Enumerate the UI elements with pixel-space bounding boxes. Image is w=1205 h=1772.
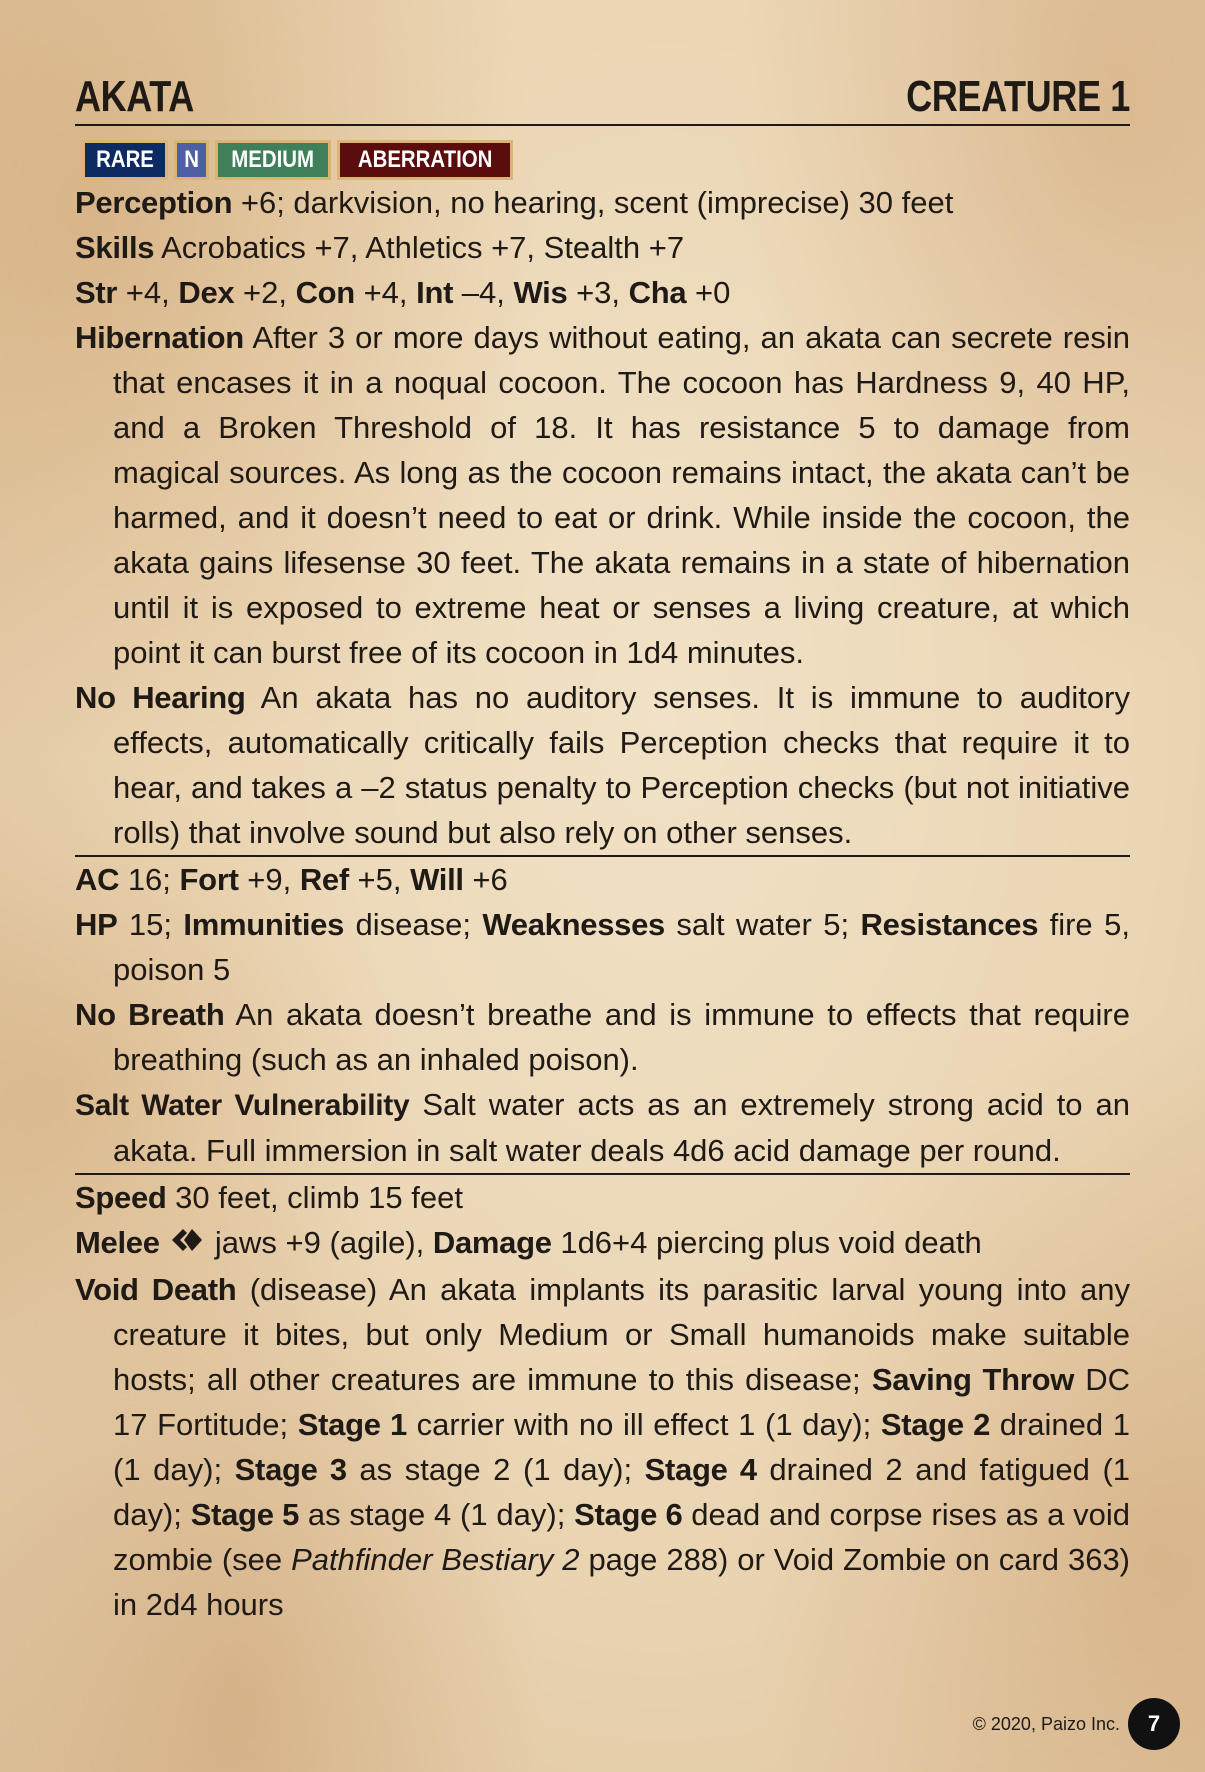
creature-name: AKATA — [75, 72, 194, 121]
speed-line: Speed 30 feet, climb 15 feet — [75, 1180, 463, 1215]
title-bar — [75, 68, 1130, 126]
ability-scores-line: Str +4, Dex +2, Con +4, Int –4, Wis +3, Cha +0 — [75, 275, 731, 310]
hp-line: HP 15; Immunities disease; Weaknesses salt water 5; Resistances fire 5, poison 5 — [75, 907, 1130, 987]
no-breath-ability: No Breath An akata doesn’t breathe and is immune to effects that require breathing (such as an inhaled poison). — [75, 997, 1130, 1077]
page-footer — [973, 1698, 1180, 1750]
void-death-ability: Void Death (disease) An akata implants its parasitic larval young into any creature it bites, but only Medium or Small humanoids make suitable hosts; all other creatures are immune to this disease; Saving Throw DC 17 Fortitude; Stage 1 carrier with no ill effect 1 (1 day); Stage 2 drained 1 (1 day); Stage 3 as stage 2 (1 day); Stage 4 drained 2 and fatigued (1 day); Stage 5 as stage 4 (1 day); Stage 6 dead and corpse rises as a void zombie (see Pathfinder Bestiary 2 page 288) or Void Zombie on card 363) in 2d4 hours — [75, 1272, 1131, 1622]
skills-line: Skills Acrobatics +7, Athletics +7, Stealth +7 — [75, 230, 685, 265]
trait-size: MEDIUM — [215, 140, 330, 180]
hibernation-ability: Hibernation After 3 or more days without eating, an akata can secrete resin that encases it in a noqual cocoon. The cocoon has Hardness 9, 40 HP, and a Broken Threshold of 18. It has resistance 5 to damage from magical sources. As long as the cocoon remains intact, the akata can’t be harmed, and it doesn’t need to eat or drink. While inside the cocoon, the akata gains lifesense 30 feet. The akata remains in a state of hibernation until it is exposed to extreme heat or senses a living creature, at which point it can burst free of its cocoon in 1d4 minutes. — [75, 320, 1130, 670]
copyright-text: © 2020, Paizo Inc. — [972, 1713, 1120, 1734]
trait-row — [82, 140, 1130, 180]
defense-line: AC 16; Fort +9, Ref +5, Will +6 — [75, 862, 508, 897]
stat-block — [75, 68, 1130, 1627]
salt-water-ability: Salt Water Vulnerability Salt water acts as an extremely strong acid to an akata. Full immersion in salt water deals 4d6 acid damage per round. — [75, 1087, 1130, 1168]
trait-rare: RARE — [82, 140, 168, 180]
no-hearing-ability: No Hearing An akata has no auditory senses. It is immune to auditory effects, automatically critically fails Perception checks that require it to hear, and takes a –2 status penalty to Perception checks (but not initiative rolls) that involve sound but also rely on other senses. — [75, 680, 1130, 850]
stat-body — [75, 180, 1130, 1627]
single-action-icon — [170, 1222, 204, 1267]
trait-aberration: ABERRATION — [337, 140, 513, 180]
perception-line: Perception +6; darkvision, no hearing, scent (imprecise) 30 feet — [75, 185, 954, 220]
page-number: 7 — [1128, 1698, 1180, 1750]
trait-alignment: N — [174, 140, 209, 180]
creature-level: CREATURE 1 — [906, 72, 1130, 121]
melee-line: Melee jaws +9 (agile), Damage 1d6+4 piercing plus void death — [75, 1220, 1130, 1267]
